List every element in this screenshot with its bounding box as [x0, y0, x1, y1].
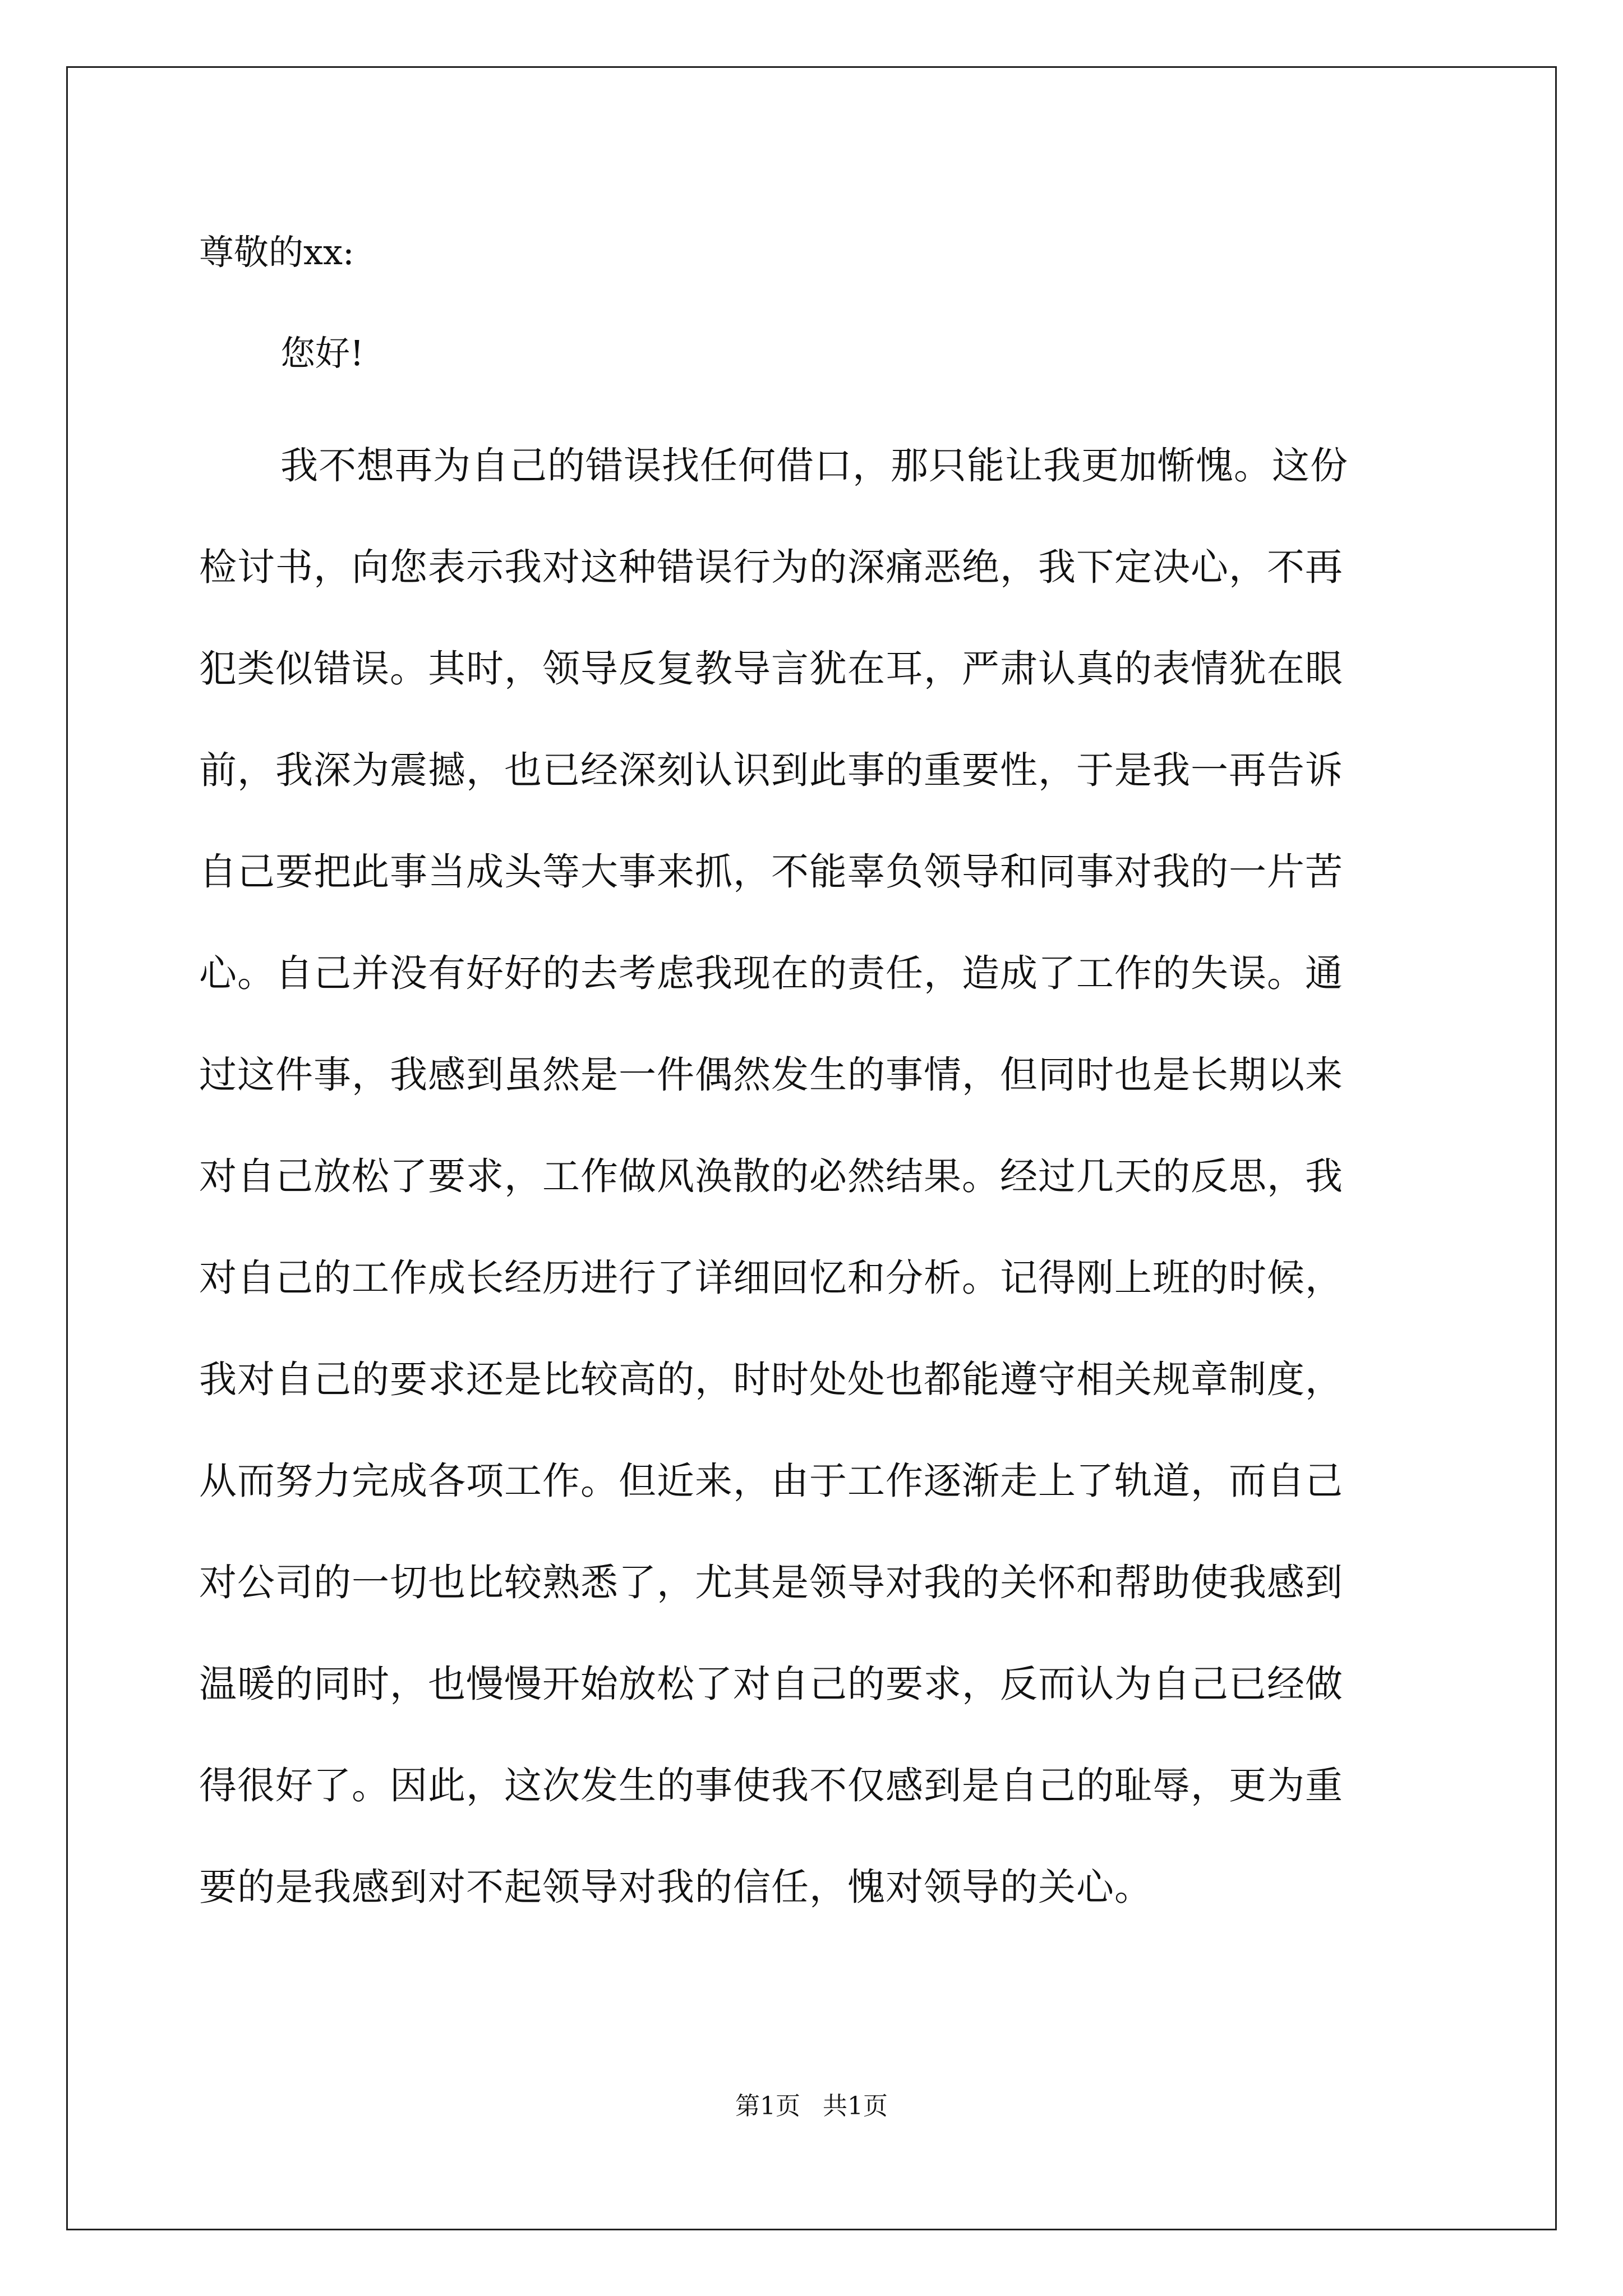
body-line: 心。自己并没有好好的去考虑我现在的责任，造成了工作的失误。通	[199, 951, 1343, 995]
body-line: 我对自己的要求还是比较高的，时时处处也都能遵守相关规章制度，	[199, 1358, 1343, 1401]
body-line: 我不想再为自己的错误找任何借口，那只能让我更加惭愧。这份	[280, 444, 1348, 487]
page-number: 第1页	[735, 2092, 800, 2120]
body-line: 检讨书，向您表示我对这种错误行为的深痛恶绝，我下定决心，不再	[199, 545, 1343, 589]
body-line: 温暖的同时，也慢慢开始放松了对自己的要求，反而认为自己已经做	[199, 1662, 1343, 1706]
body-line: 前，我深为震撼，也已经深刻认识到此事的重要性，于是我一再告诉	[199, 748, 1343, 792]
body-line: 得很好了。因此，这次发生的事使我不仅感到是自己的耻辱，更为重	[199, 1764, 1343, 1807]
page-footer	[0, 2090, 1623, 2123]
body-line: 犯类似错误。其时，领导反复教导言犹在耳，严肃认真的表情犹在眼	[199, 647, 1343, 691]
salutation: 尊敬的xx:	[199, 232, 354, 273]
body-line: 过这件事，我感到虽然是一件偶然发生的事情，但同时也是长期以来	[199, 1053, 1343, 1097]
body-line: 从而努力完成各项工作。但近来，由于工作逐渐走上了轨道，而自己	[199, 1459, 1343, 1503]
body-line: 要的是我感到对不起领导对我的信任，愧对领导的关心。	[199, 1865, 1152, 1909]
body-line: 对自己的工作成长经历进行了详细回忆和分析。记得刚上班的时候，	[199, 1256, 1343, 1300]
page-total: 共1页	[823, 2092, 888, 2120]
body-paragraph	[199, 438, 1422, 1961]
greeting: 您好!	[280, 333, 364, 374]
body-line: 对公司的一切也比较熟悉了，尤其是领导对我的关怀和帮助使我感到	[199, 1561, 1343, 1604]
body-line: 自己要把此事当成头等大事来抓，不能辜负领导和同事对我的一片苦	[199, 850, 1343, 894]
body-line: 对自己放松了要求，工作做风涣散的必然结果。经过几天的反思，我	[199, 1154, 1343, 1198]
